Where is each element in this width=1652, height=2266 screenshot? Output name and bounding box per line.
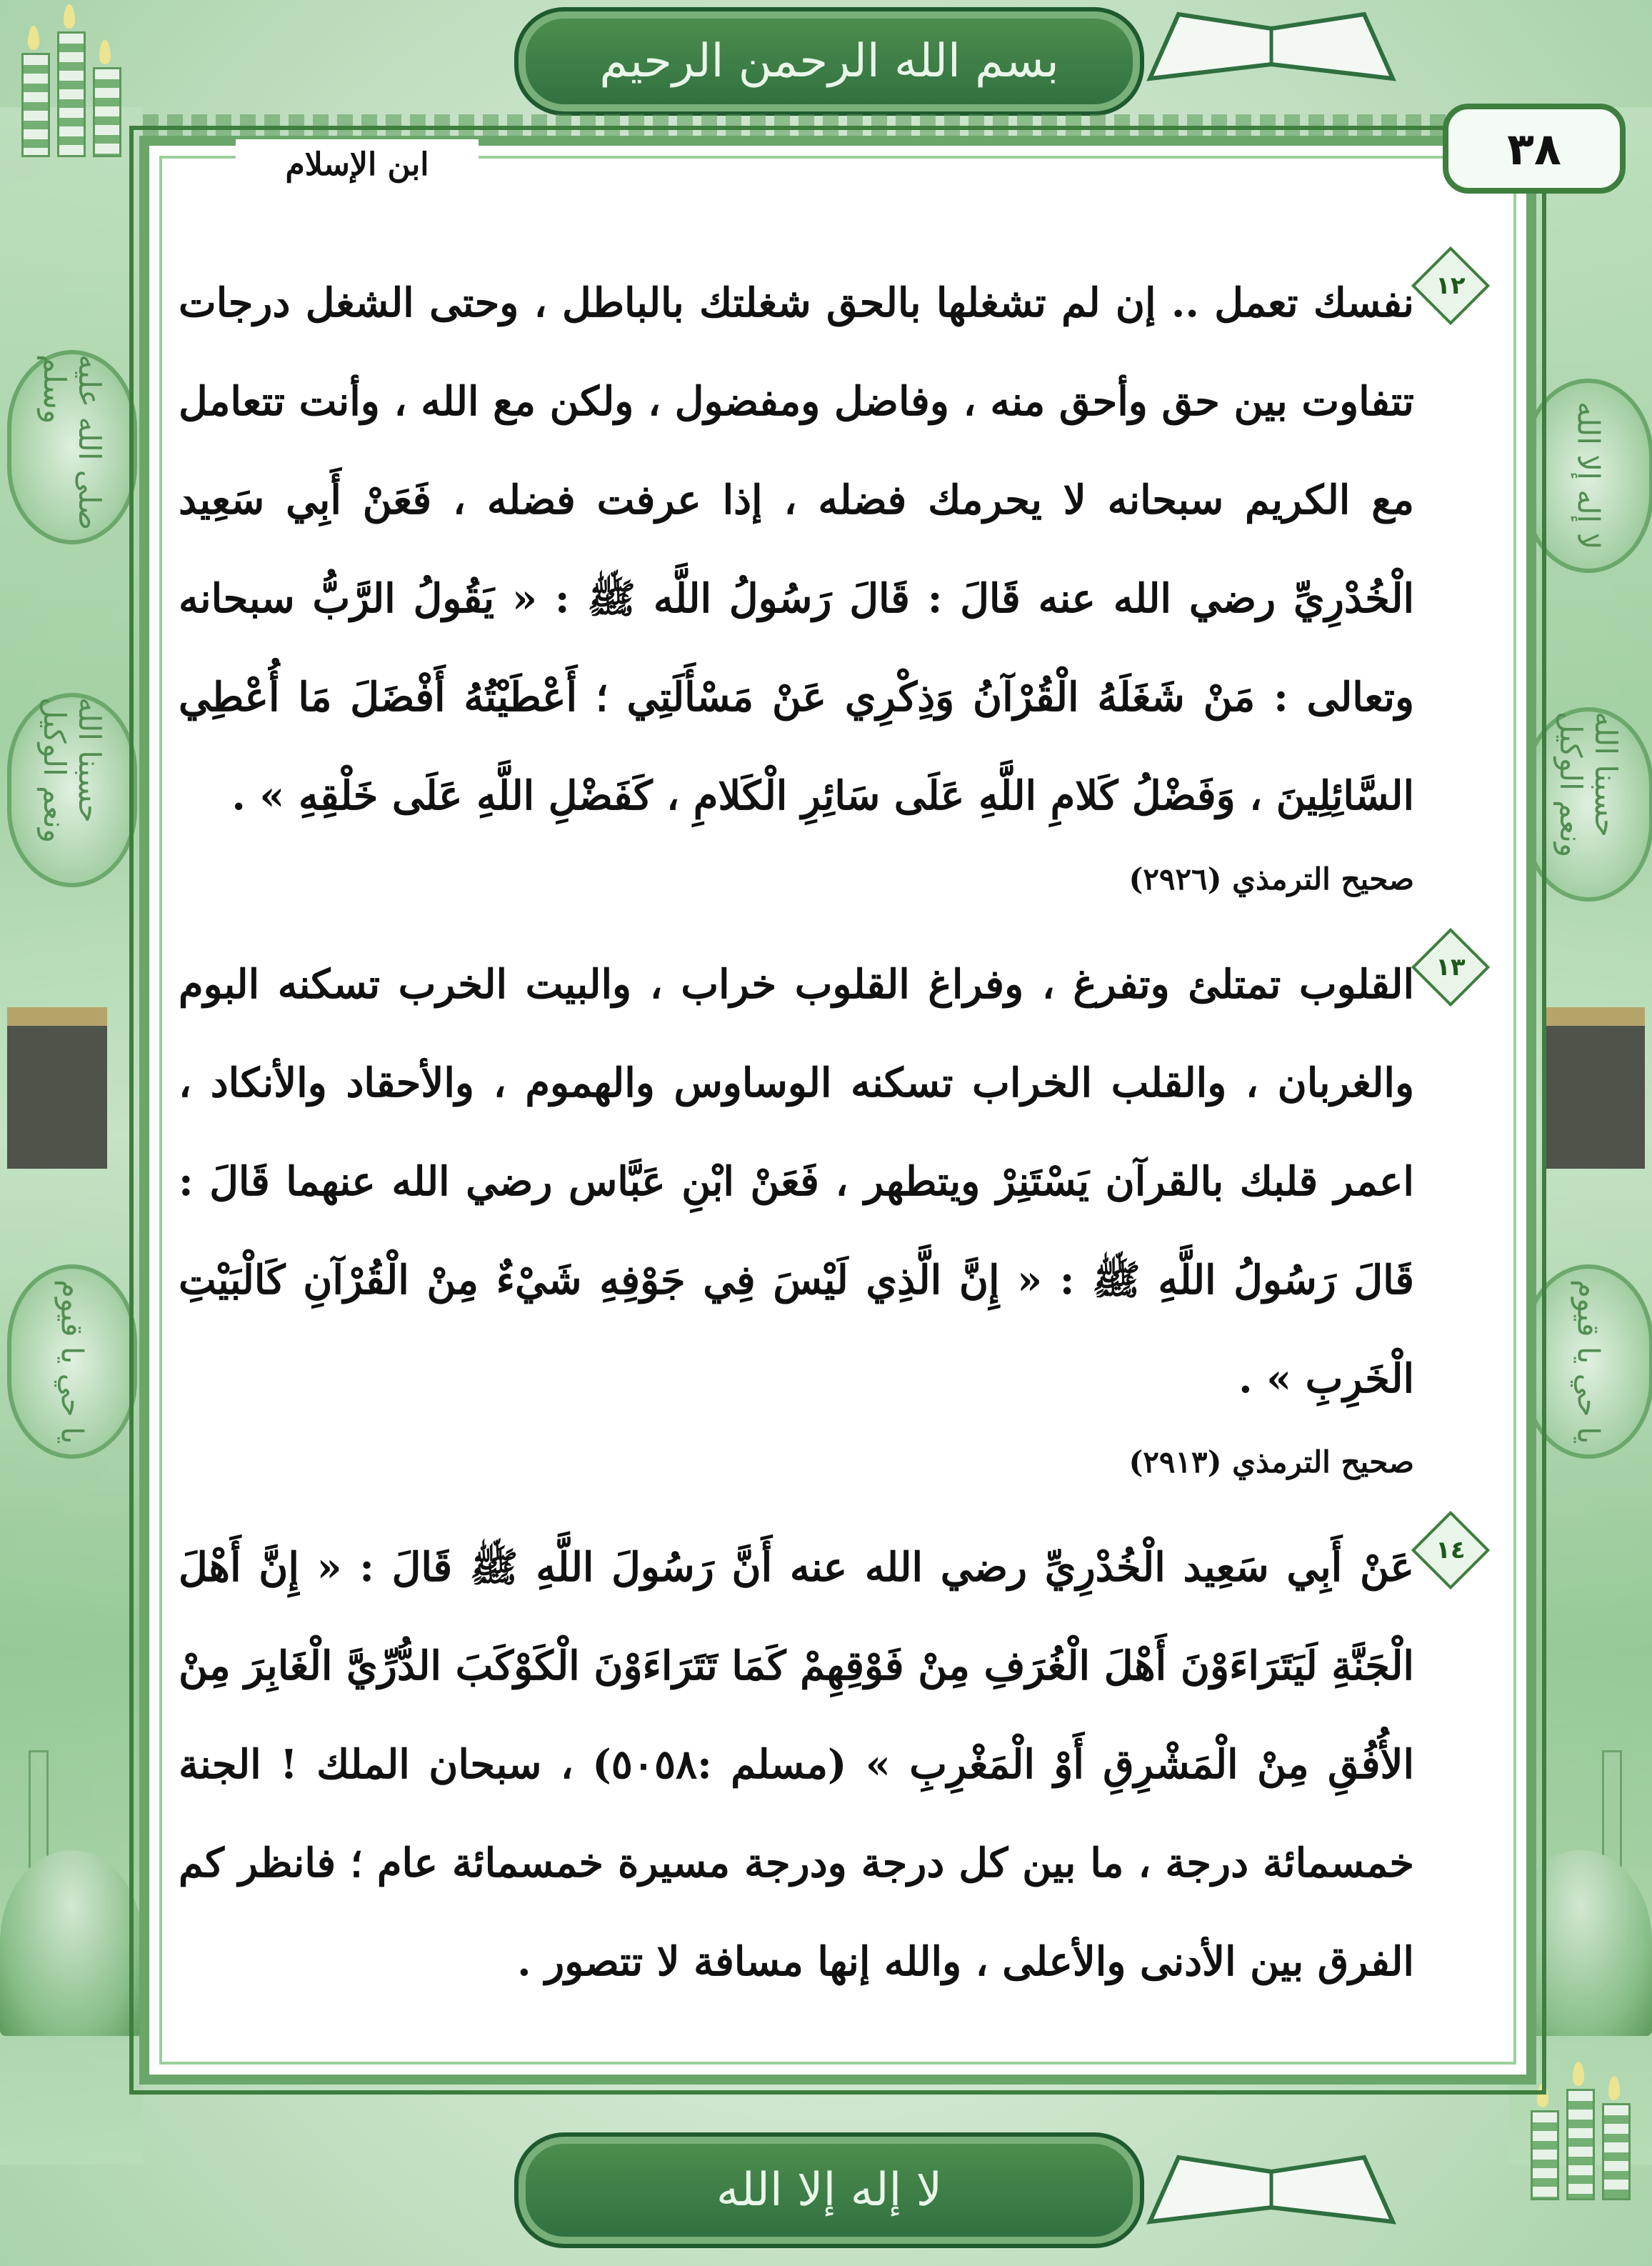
kaaba-icon	[7, 1007, 107, 1169]
candles-icon	[7, 14, 136, 157]
basmala-cartouche	[514, 7, 1144, 116]
entry-number-badge: ١٢	[1411, 246, 1490, 325]
entry-number-badge: ١٤	[1411, 1511, 1490, 1589]
entry-13	[179, 935, 1478, 1491]
entry-text: نفسك تعمل .. إن لم تشغلها بالحق شغلتك بالباطل ، وحتى الشغل درجات تتفاوت بين حق وأحق منه ، وفاضل ومفضول ، ولكن مع الله ، وأنت تتعامل مع الكريم سبحانه لا يحرمك فضله ، إذا عرفت فضله ، فَعَنْ أَبِي سَعِيد الْخُدْرِيِّ رضي الله عنه قَالَ : قَالَ رَسُولُ اللَّه ﷺ : « يَقُولُ الرَّبُّ سبحانه وتعالى : مَنْ شَغَلَهُ الْقُرْآنُ وَذِكْرِي عَنْ مَسْأَلَتِي ؛ أَعْطَيْتُهُ أَفْضَلَ مَا أُعْطِي السَّائِلِينَ ، وَفَضْلُ كَلامِ اللَّهِ عَلَى سَائِرِ الْكَلامِ ، كَفَضْلِ اللَّهِ عَلَى خَلْقِهِ » .	[179, 279, 1414, 819]
entry-citation: صحيح الترمذي (٢٩٢٦)	[1128, 862, 1414, 897]
entry-number-badge: ١٣	[1411, 928, 1490, 1007]
right-medallion-3: يا حي يا قيوم	[1523, 1264, 1652, 1459]
series-title	[236, 139, 479, 189]
left-decorative-panel	[0, 107, 143, 2165]
left-medallion: صلى الله عليه وسلم	[7, 350, 137, 544]
dome-icon	[0, 1850, 143, 2036]
shahada-text: لا إله إلا الله	[716, 2164, 943, 2217]
right-medallion: لا إله إلا الله	[1523, 379, 1652, 573]
entry-text: عَنْ أَبِي سَعِيد الْخُدْرِيِّ رضي الله عنه أَنَّ رَسُولَ اللَّهِ ﷺ قَالَ : « إِنَّ أَهْلَ الْجَنَّةِ لَيَتَرَاءَوْنَ أَهْلَ الْغُرَفِ مِنْ فَوْقِهِمْ كَمَا تَتَرَاءَوْنَ الْكَوْكَبَ الدُّرِّيَّ الْغَابِرَ مِنْ الأُفُقِ مِنْ الْمَشْرِقِ أَوْ الْمَغْرِبِ » (مسلم :٥٠٥٨) ، سبحان الملك ! الجنة خمسمائة درجة ، ما بين كل درجة ودرجة مسيرة خمسمائة عام ؛ فانظر كم الفرق بين الأدنى والأعلى ، والله إنها مسافة لا تتصور .	[179, 1544, 1415, 1985]
page-number: ٣٨	[1507, 122, 1561, 175]
basmala-text: بسم الله الرحمن الرحيم	[599, 35, 1059, 88]
series-title-text: ابن الإسلام	[285, 146, 429, 183]
page-content	[179, 254, 1478, 2011]
entry-text: القلوب تمتلئ وتفرغ ، وفراغ القلوب خراب ، والبيت الخرب تسكنه البوم والغربان ، والقلب الخراب تسكنه الوساوس والهموم ، والأحقاد والأنكاد ، اعمر قلبك بالقرآن يَسْتَنِرْ ويتطهر ، فَعَنْ ابْنِ عَبَّاس رضي الله عنهما قَالَ : قَالَ رَسُولُ اللَّهِ ﷺ : « إِنَّ الَّذِي لَيْسَ فِي جَوْفِهِ شَيْءٌ مِنْ الْقُرْآنِ كَالْبَيْتِ الْخَرِبِ » .	[179, 961, 1415, 1402]
right-medallion-2: حسبنا الله ونعم الوكيل	[1523, 707, 1652, 902]
kaaba-icon	[1545, 1007, 1645, 1169]
page-number-badge	[1443, 104, 1626, 194]
entry-14	[179, 1518, 1478, 2011]
entry-citation: صحيح الترمذي (٢٩١٣)	[1128, 1444, 1414, 1479]
entry-12	[179, 254, 1478, 908]
left-medallion-2: حسبنا الله ونعم الوكيل	[7, 693, 137, 887]
shahada-cartouche	[514, 2132, 1144, 2248]
open-book-icon	[1143, 2150, 1400, 2229]
open-book-icon	[1143, 7, 1400, 86]
left-medallion-3: يا حي يا قيوم	[7, 1264, 137, 1459]
